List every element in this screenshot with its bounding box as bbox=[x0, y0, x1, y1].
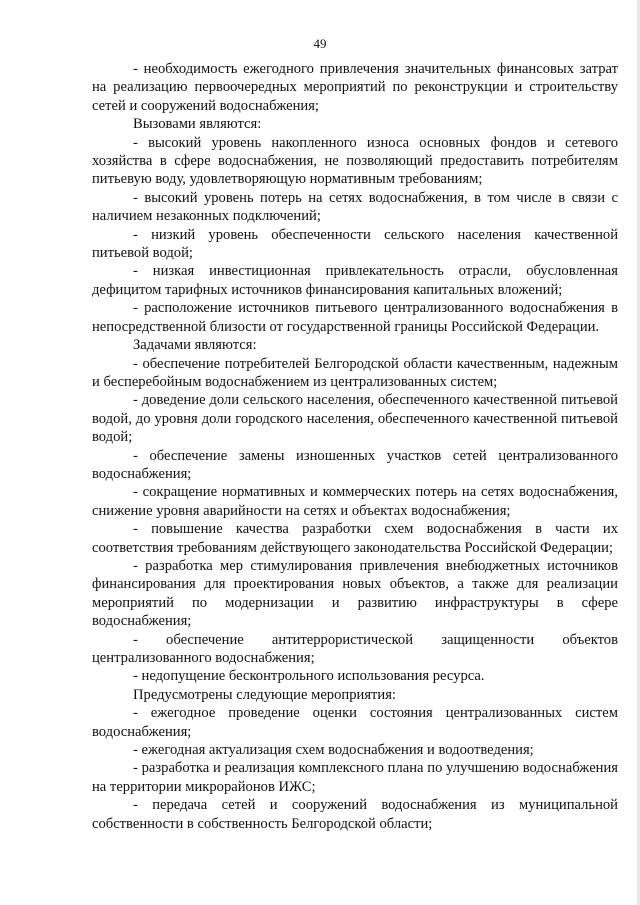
paragraph: - высокий уровень потерь на сетях водоснабжения, в том числе в связи с наличием незаконных подключений; bbox=[92, 189, 618, 225]
section-heading-challenges: Вызовами являются: bbox=[133, 116, 262, 133]
paragraph: - необходимость ежегодного привлечения значительных финансовых затрат на реализацию первоочередных мероприятий по реконструкции и строительству сетей и сооружений водоснабжения; bbox=[92, 61, 618, 114]
paragraph: - обеспечение замены изношенных участков сетей централизованного водоснабжения; bbox=[92, 447, 618, 482]
document-body bbox=[92, 60, 618, 833]
section-heading-measures: Предусмотрены следующие мероприятия: bbox=[133, 686, 396, 703]
page-number: 49 bbox=[313, 36, 327, 51]
paragraph: - разработка и реализация комплексного плана по улучшению водоснабжения на территории микрорайонов ИЖС; bbox=[92, 760, 618, 795]
paragraph: - доведение доли сельского населения, обеспеченного качественной питьевой водой, до уровня доли городского населения, обеспеченного качественной питьевой водой; bbox=[92, 392, 618, 446]
paragraph: - низкий уровень обеспеченности сельского населения качественной питьевой водой; bbox=[92, 226, 618, 262]
paragraph: - передача сетей и сооружений водоснабжения из муниципальной собственности в собственность Белгородской области; bbox=[92, 797, 618, 832]
paragraph: - низкая инвестиционная привлекательность отрасли, обусловленная дефицитом тарифных источников финансирования капитальных вложений; bbox=[92, 263, 618, 298]
paragraph: - разработка мер стимулирования привлечения внебюджетных источников финансирования для проектирования новых объектов, а также для реализации мероприятий по модернизации и развитию инфраструктуры в сфере водоснабжения; bbox=[92, 557, 618, 630]
section-heading-tasks: Задачами являются: bbox=[133, 337, 257, 354]
paragraph: - недопущение бесконтрольного использования ресурса. bbox=[133, 668, 485, 685]
paragraph: - расположение источников питьевого централизованного водоснабжения в непосредственной близости от государственной границы Российской Федерации. bbox=[92, 300, 618, 335]
paragraph: - сокращение нормативных и коммерческих потерь на сетях водоснабжения, снижение уровня аварийности на сетях и объектах водоснабжения; bbox=[92, 484, 618, 519]
paragraph: - повышение качества разработки схем водоснабжения в части их соответствия требованиям действующего законодательства Российской Федерации; bbox=[92, 521, 618, 556]
paragraph: - ежегодная актуализация схем водоснабжения и водоотведения; bbox=[133, 742, 534, 759]
paragraph: - ежегодное проведение оценки состояния централизованных систем водоснабжения; bbox=[92, 705, 618, 740]
paragraph: - обеспечение антитеррористической защищенности объектов централизованного водоснабжения; bbox=[92, 631, 618, 666]
paragraph: - обеспечение потребителей Белгородской области качественным, надежным и бесперебойным водоснабжением из централизованных систем; bbox=[92, 355, 618, 390]
paragraph: - высокий уровень накопленного износа основных фондов и сетевого хозяйства в сфере водоснабжения, не позволяющий предоставить потребителям питьевую воду, удовлетворяющую нормативным требованиям; bbox=[92, 134, 618, 188]
